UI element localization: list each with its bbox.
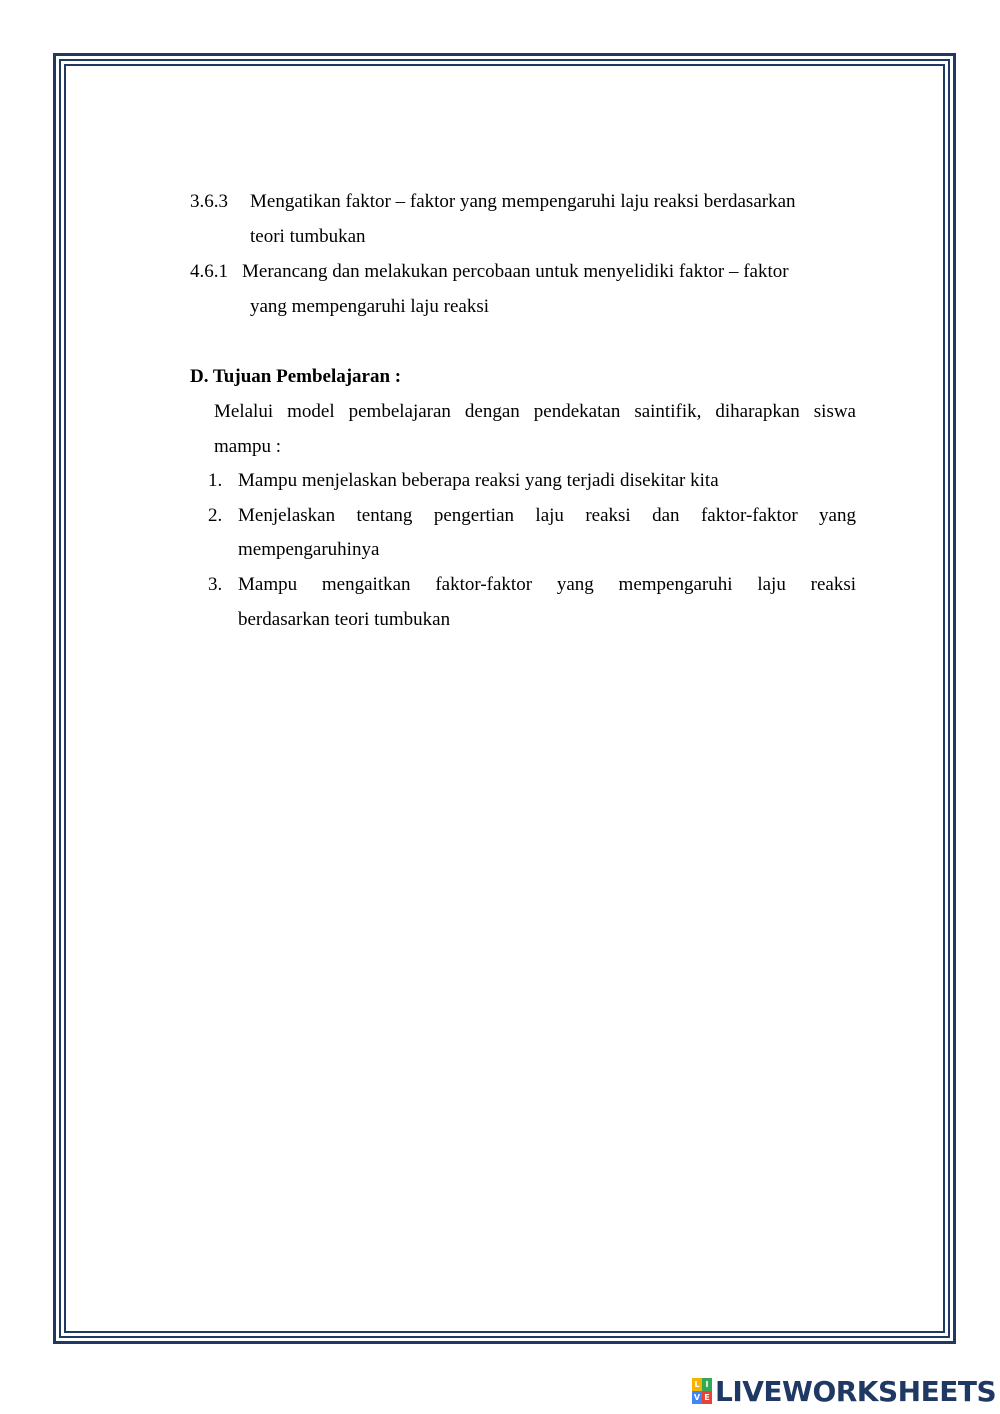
list-item-number: 2.	[208, 505, 223, 526]
indicator-number: 3.6.3	[190, 191, 228, 212]
liveworksheets-logo	[692, 1374, 996, 1408]
list-item-text: Mampu mengaitkan faktor-faktor yang mempengaruhi laju reaksi	[238, 574, 856, 595]
list-item-text-continued: mempengaruhinya	[238, 539, 380, 560]
liveworksheets-icon	[692, 1378, 712, 1404]
liveworksheets-wordmark: LIVEWORKSHEETS	[715, 1374, 997, 1408]
indicator-text-continued: teori tumbukan	[250, 226, 366, 247]
section-heading: D. Tujuan Pembelajaran :	[190, 366, 402, 387]
logo-tile: V	[693, 1393, 701, 1402]
list-item-number: 1.	[208, 470, 223, 491]
list-item-text: Menjelaskan tentang pengertian laju reaksi dan faktor-faktor yang	[238, 505, 856, 526]
indicator-text-continued: yang mempengaruhi laju reaksi	[250, 296, 490, 317]
list-item-text: Mampu menjelaskan beberapa reaksi yang terjadi disekitar kita	[238, 470, 719, 491]
list-item-text-continued: berdasarkan teori tumbukan	[238, 609, 451, 630]
list-item-number: 3.	[208, 574, 223, 595]
indicator-text: Merancang dan melakukan percobaan untuk menyelidiki faktor – faktor	[242, 261, 789, 282]
logo-tile: E	[702, 1391, 712, 1404]
indicator-number: 4.6.1	[190, 261, 228, 282]
logo-tile: I	[702, 1378, 712, 1391]
intro-text: Melalui model pembelajaran dengan pendekatan saintifik, diharapkan siswa	[214, 401, 856, 422]
indicator-text: Mengatikan faktor – faktor yang mempengaruhi laju reaksi berdasarkan	[250, 191, 796, 212]
logo-tile: L	[692, 1378, 702, 1391]
page-border-inner	[64, 64, 945, 1333]
intro-text-continued: mampu :	[214, 436, 282, 457]
